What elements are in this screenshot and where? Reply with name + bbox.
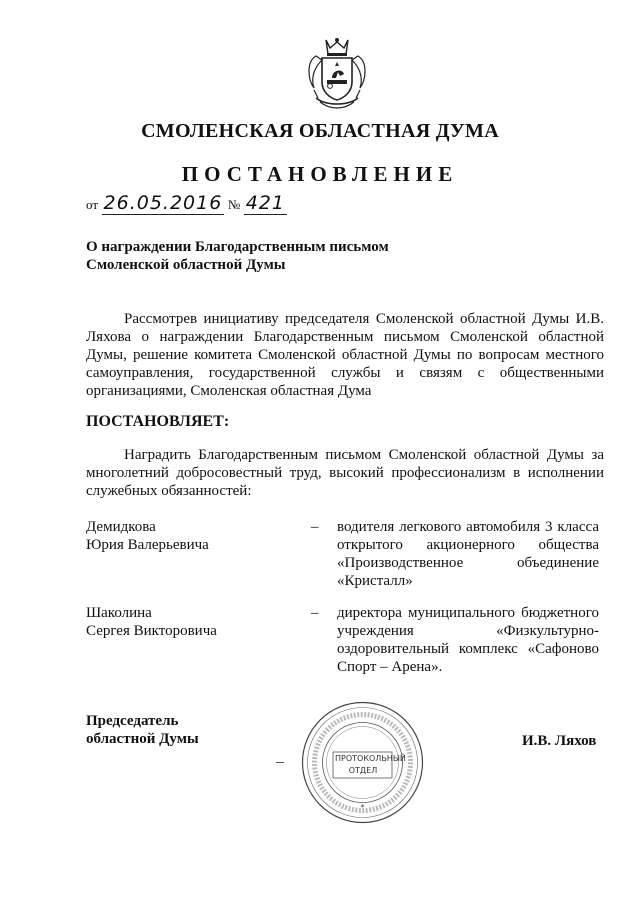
document-type-title: ПОСТАНОВЛЕНИЕ [181, 162, 459, 186]
date-number-line [86, 192, 287, 214]
decision-paragraph: Наградить Благодарственным письмом Смоленской областной Думы за многолетний добросовестный труд, высокий профессионализм в исполнении служебных обязанностей: [86, 447, 604, 499]
number-label: № [227, 197, 241, 212]
date-from-label: от [86, 197, 99, 212]
awardee-position: водителя легкового автомобиля 3 класса открытого акционерного общества «Производственное объединение «Кристалл» [337, 519, 599, 589]
resolves-heading: ПОСТАНОВЛЯЕТ: [86, 413, 230, 430]
awardee-surname: Шаколина [86, 605, 152, 621]
seal-text-line-2: ОТДЕЛ [348, 766, 378, 775]
coat-of-arms-emblem [302, 36, 372, 112]
subject-line-1: О награждении Благодарственным письмом [86, 239, 389, 255]
seal-text-line-1: ПРОТОКОЛЬНЫЙ [335, 754, 406, 763]
signatory-title-line-2: областной Думы [86, 731, 199, 747]
awardee-name [86, 518, 209, 554]
awardee-position: директора муниципального бюджетного учреждения «Физкультурно-оздоровительный комплекс «Сафоново Спорт – Арена». [337, 605, 599, 675]
signatory-title [86, 712, 199, 748]
document-date: 26.05.2016 [103, 192, 223, 214]
awardee-name [86, 604, 217, 640]
document-number: 421 [245, 192, 285, 214]
preamble-paragraph: Рассмотрев инициативу председателя Смоленской областной Думы И.В. Ляхова о награждении Благодарственным письмом Смоленской областной Думы, решение комитета Смоленской областной Думы по вопросам местного самоуправления, государственной службы и связям с общественными организациями, Смоленская областная Дума [86, 311, 604, 399]
awardee-given-names: Сергея Викторовича [86, 623, 217, 639]
awardee-dash: – [311, 605, 319, 621]
awardee-given-names: Юрия Валерьевича [86, 537, 209, 553]
signatory-name: И.В. Ляхов [522, 733, 597, 749]
awardee-dash: – [311, 519, 319, 535]
awardee-surname: Демидкова [86, 519, 156, 535]
stray-mark [276, 762, 284, 763]
signatory-title-line-1: Председатель [86, 713, 179, 729]
svg-text:*: * [360, 803, 365, 812]
document-subject [86, 238, 389, 274]
subject-line-2: Смоленской областной Думы [86, 257, 286, 273]
seal-inner-text [335, 753, 406, 777]
organization-title: СМОЛЕНСКАЯ ОБЛАСТНАЯ ДУМА [141, 120, 499, 142]
